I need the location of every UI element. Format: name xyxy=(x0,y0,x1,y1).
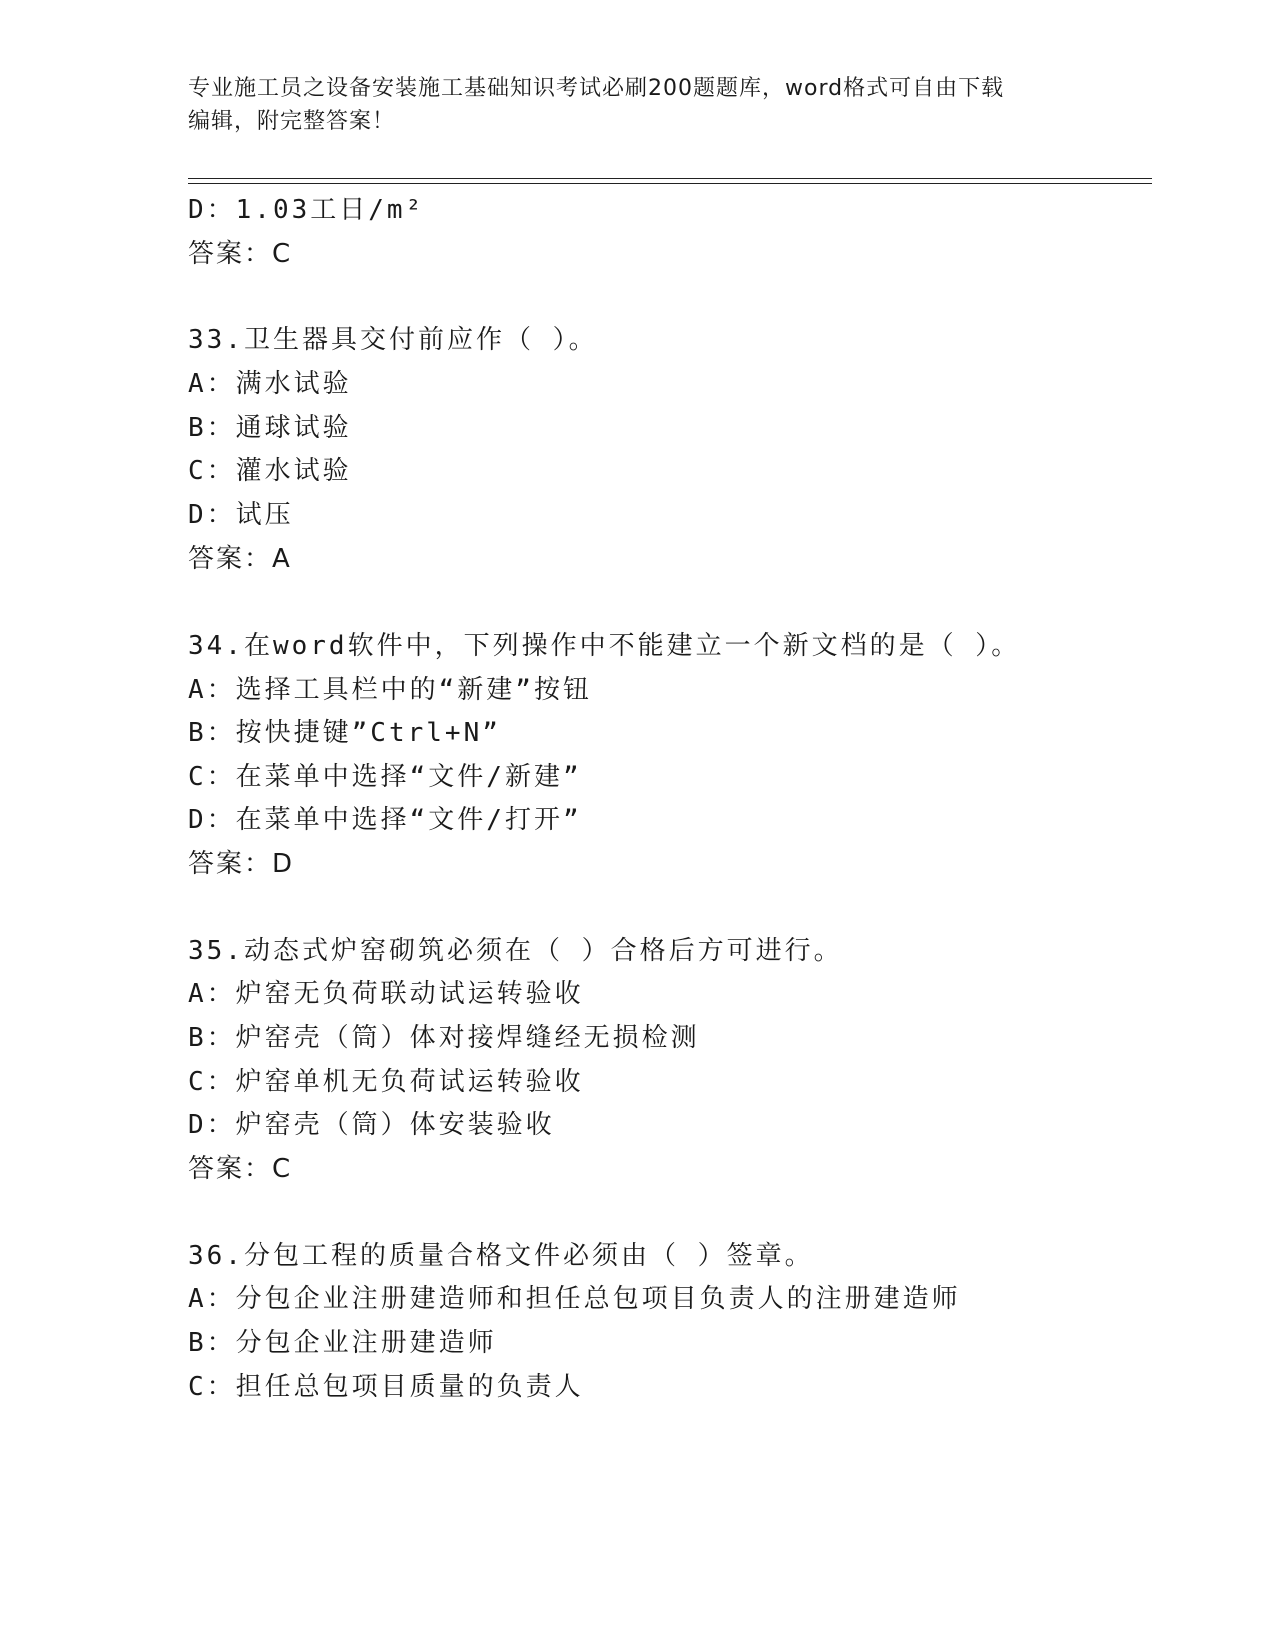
question-33-option-c: C：灌水试验 xyxy=(188,456,352,486)
header-divider-top xyxy=(188,178,1152,179)
question-33-text: 33.卫生器具交付前应作（ ）。 xyxy=(188,325,598,355)
question-35-option-c: C：炉窑单机无负荷试运转验收 xyxy=(188,1067,584,1097)
question-34-text: 34.在word软件中，下列操作中不能建立一个新文档的是（ ）。 xyxy=(188,631,1021,661)
question-35-answer: 答案：C xyxy=(188,1154,293,1184)
question-36-option-c: C：担任总包项目质量的负责人 xyxy=(188,1372,584,1402)
question-36-option-b: B：分包企业注册建造师 xyxy=(188,1328,497,1358)
question-36-option-a: A：分包企业注册建造师和担任总包项目负责人的注册建造师 xyxy=(188,1284,961,1314)
question-34-option-b: B：按快捷键”Ctrl+N” xyxy=(188,718,501,748)
header-divider-bottom xyxy=(188,183,1152,184)
prev-answer: 答案：C xyxy=(188,239,293,269)
question-33-option-a: A：满水试验 xyxy=(188,369,352,399)
question-34-option-a: A：选择工具栏中的“新建”按钮 xyxy=(188,675,592,705)
question-33-option-d: D：试压 xyxy=(188,500,294,530)
question-33-option-b: B：通球试验 xyxy=(188,413,352,443)
question-33-answer: 答案：A xyxy=(188,544,292,574)
document-header xyxy=(188,72,1088,138)
prev-option-d: D：1.03工日/m² xyxy=(188,195,425,225)
question-35-option-b: B：炉窑壳（筒）体对接焊缝经无损检测 xyxy=(188,1023,700,1053)
question-35-option-d: D：炉窑壳（筒）体安装验收 xyxy=(188,1110,555,1140)
question-34-answer: 答案：D xyxy=(188,849,295,879)
header-title-line-1: 专业施工员之设备安装施工基础知识考试必刷200题题库，word格式可自由下载 xyxy=(188,76,1005,101)
question-36-text: 36.分包工程的质量合格文件必须由（ ）签章。 xyxy=(188,1241,814,1271)
question-35-text: 35.动态式炉窑砌筑必须在（ ）合格后方可进行。 xyxy=(188,936,843,966)
question-35-option-a: A：炉窑无负荷联动试运转验收 xyxy=(188,979,584,1009)
question-34-option-d: D：在菜单中选择“文件/打开” xyxy=(188,805,582,835)
question-34-option-c: C：在菜单中选择“文件/新建” xyxy=(188,762,582,792)
header-title-line-2: 编辑，附完整答案！ xyxy=(188,109,396,134)
